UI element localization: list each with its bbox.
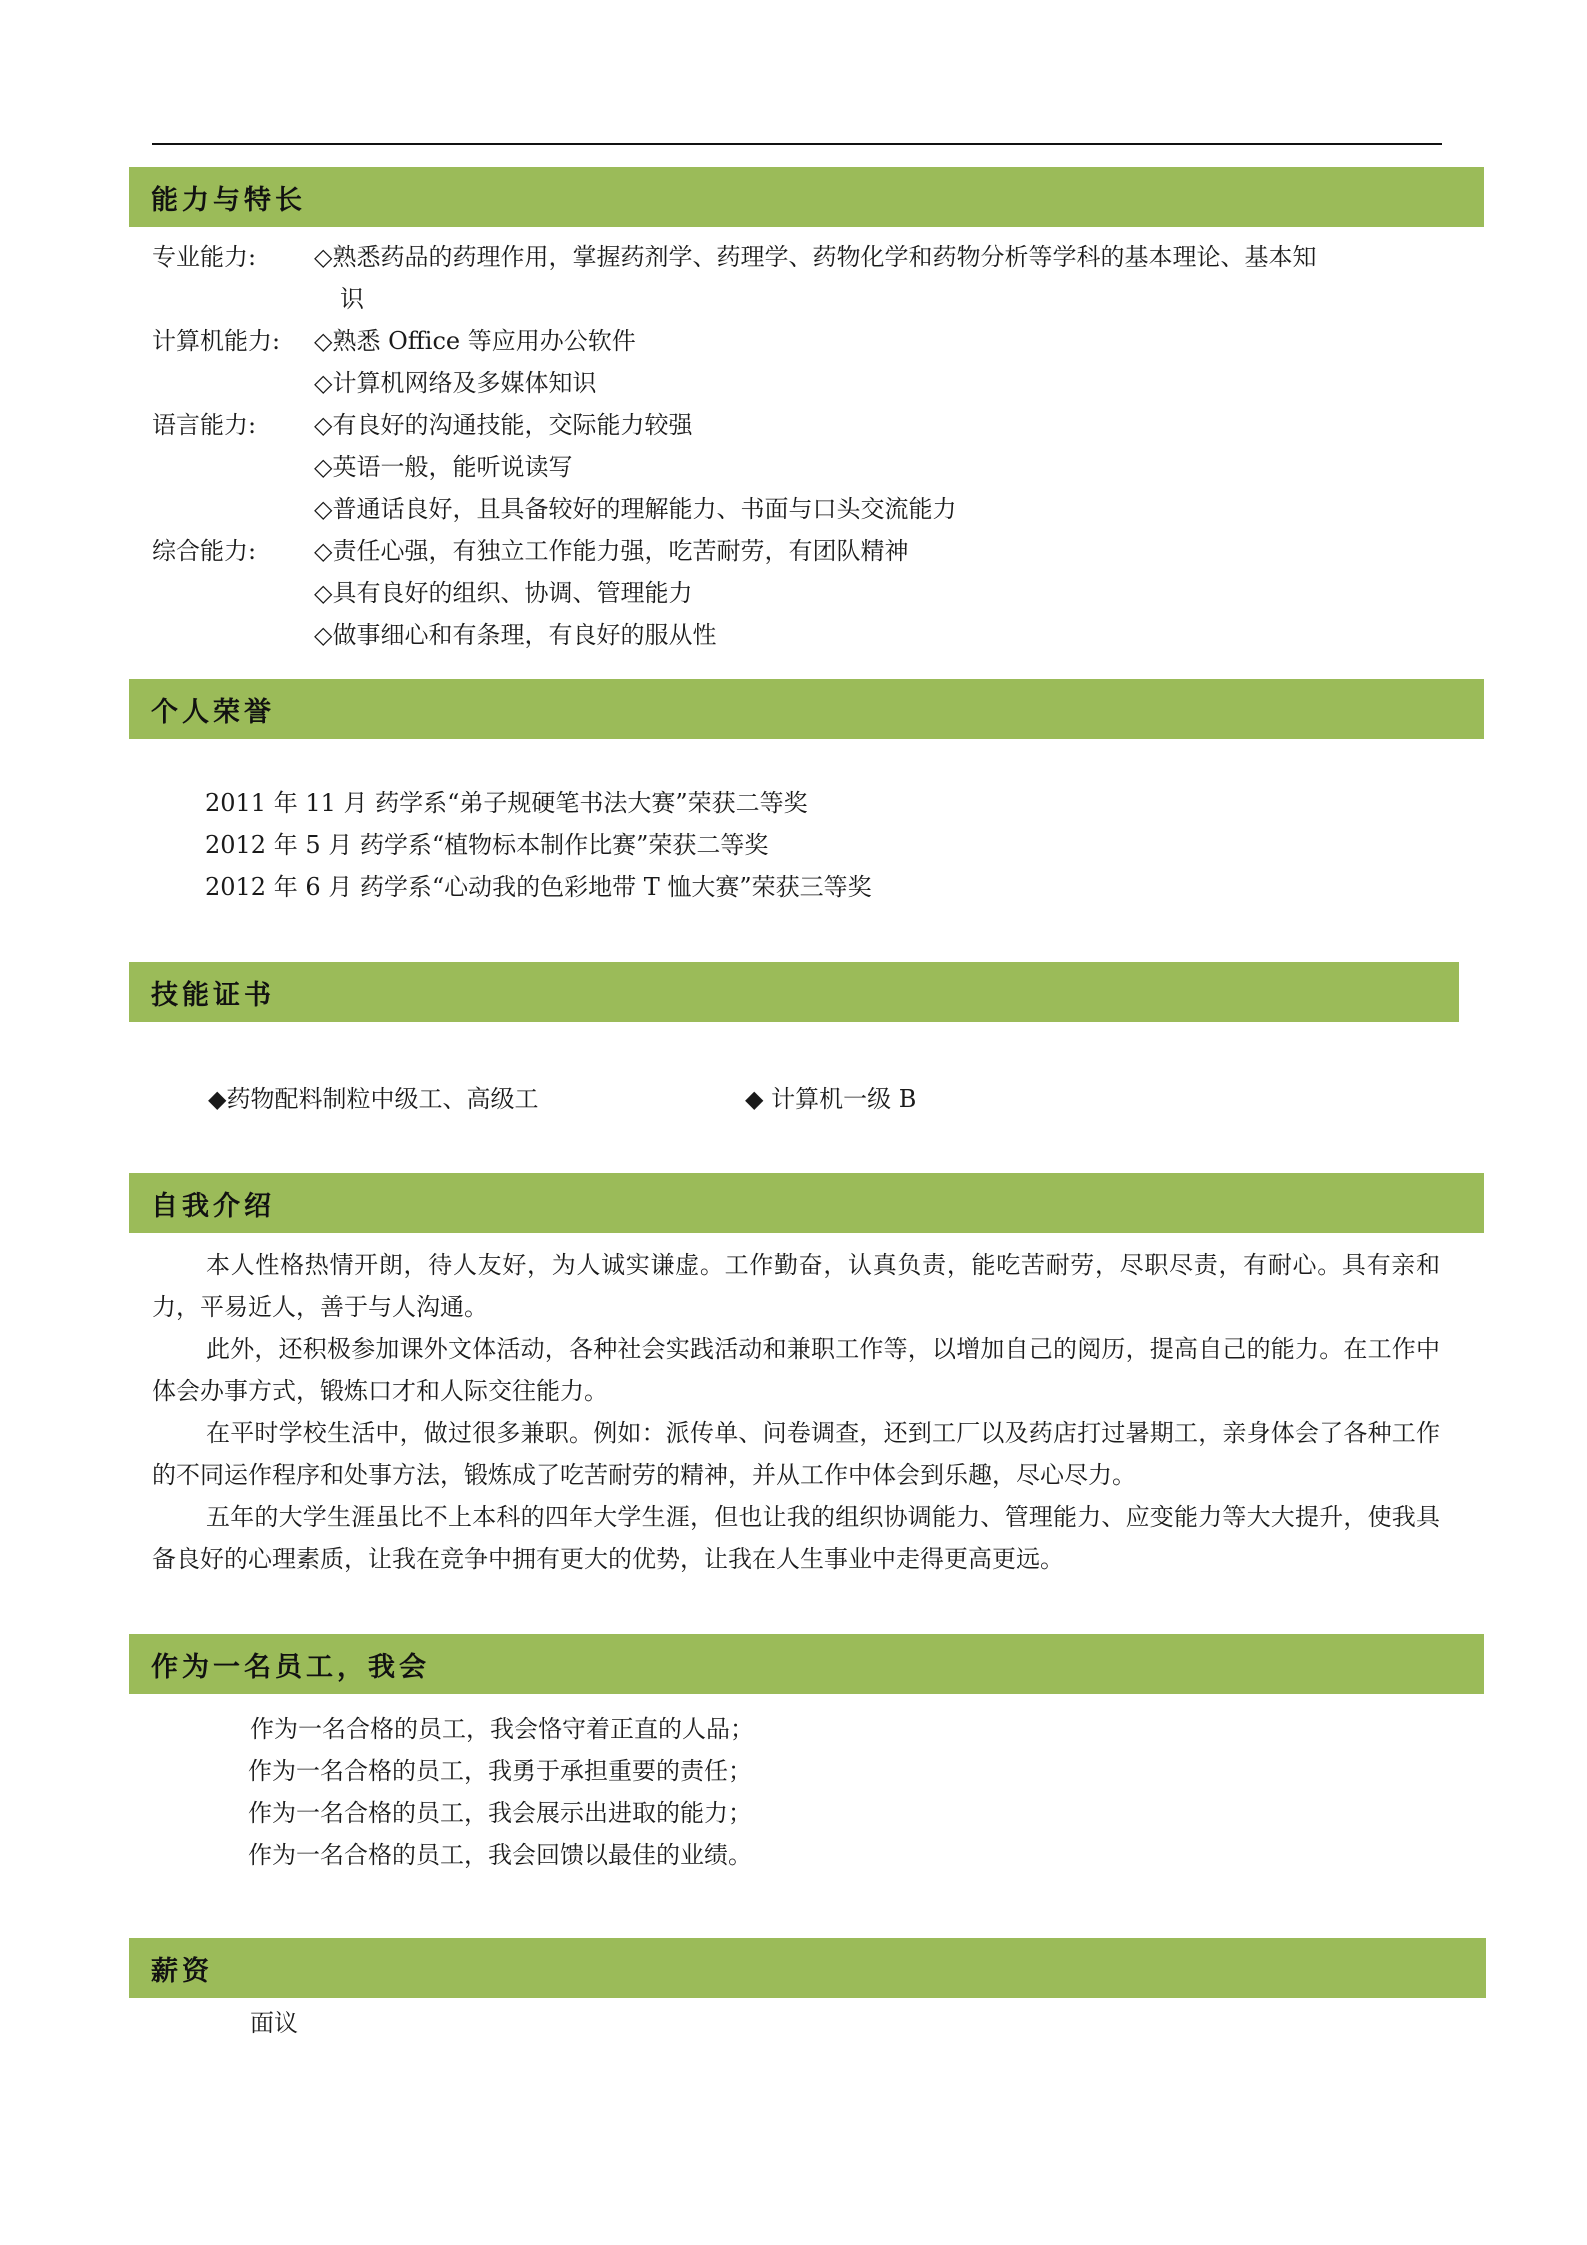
honor-item: 2012 年 5 月 药学系“植物标本制作比赛”荣获二等奖 [205, 831, 769, 859]
section-title: 技能证书 [151, 979, 275, 1011]
skill-label-language: 语言能力: [152, 411, 257, 439]
certificate-item: ◆药物配料制粒中级工、高级工 [208, 1085, 539, 1113]
section-header-salary [129, 1938, 1486, 1998]
section-header-certificates [129, 962, 1459, 1022]
section-title: 自我介绍 [151, 1190, 275, 1222]
commitment-item: 作为一名合格的员工，我会展示出进取的能力； [248, 1799, 752, 1827]
skill-item: ◇熟悉 Office 等应用办公软件 [314, 327, 636, 355]
skill-item: ◇责任心强，有独立工作能力强，吃苦耐劳，有团队精神 [314, 537, 909, 565]
skill-item: ◇有良好的沟通技能，交际能力较强 [314, 411, 693, 439]
intro-paragraph: 本人性格热情开朗，待人友好，为人诚实谦虚。工作勤奋，认真负责，能吃苦耐劳，尽职尽责，有耐心。具有亲和力，平易近人，善于与人沟通。 [152, 1251, 1440, 1321]
skill-label-computer: 计算机能力: [152, 327, 281, 355]
skill-item: ◇做事细心和有条理，有良好的服从性 [314, 621, 717, 649]
skill-label-general: 综合能力: [152, 537, 257, 565]
section-title: 能力与特长 [151, 184, 306, 216]
skill-item: ◇普通话良好，且具备较好的理解能力、书面与口头交流能力 [314, 495, 957, 523]
honor-item: 2012 年 6 月 药学系“心动我的色彩地带 T 恤大赛”荣获三等奖 [205, 873, 872, 901]
honor-item: 2011 年 11 月 药学系“弟子规硬笔书法大赛”荣获二等奖 [205, 789, 808, 817]
certificate-item: ◆ 计算机一级 B [745, 1085, 917, 1113]
skill-item-continuation: 识 [340, 285, 364, 313]
skill-item: ◇熟悉药品的药理作用，掌握药剂学、药理学、药物化学和药物分析等学科的基本理论、基本知 [314, 243, 1317, 271]
commitment-item: 作为一名合格的员工，我会回馈以最佳的业绩。 [248, 1841, 752, 1869]
section-title: 薪资 [151, 1955, 213, 1987]
top-divider [152, 143, 1442, 145]
skill-label-professional: 专业能力: [152, 243, 257, 271]
skill-item: ◇计算机网络及多媒体知识 [314, 369, 597, 397]
skill-item: ◇具有良好的组织、协调、管理能力 [314, 579, 693, 607]
salary-value: 面议 [250, 2009, 298, 2037]
commitment-item: 作为一名合格的员工，我勇于承担重要的责任； [248, 1757, 752, 1785]
skill-item: ◇英语一般，能听说读写 [314, 453, 573, 481]
intro-paragraph: 此外，还积极参加课外文体活动，各种社会实践活动和兼职工作等，以增加自己的阅历，提高自己的能力。在工作中体会办事方式，锻炼口才和人际交往能力。 [152, 1335, 1440, 1405]
section-header-employee [129, 1634, 1484, 1694]
section-title: 个人荣誉 [151, 696, 275, 728]
section-title: 作为一名员工，我会 [151, 1651, 430, 1683]
intro-paragraph: 在平时学校生活中，做过很多兼职。例如：派传单、问卷调查，还到工厂以及药店打过暑期工，亲身体会了各种工作的不同运作程序和处事方法，锻炼成了吃苦耐劳的精神，并从工作中体会到乐趣，尽心尽力。 [152, 1419, 1440, 1489]
intro-paragraph: 五年的大学生涯虽比不上本科的四年大学生涯，但也让我的组织协调能力、管理能力、应变能力等大大提升，使我具备良好的心理素质，让我在竞争中拥有更大的优势，让我在人生事业中走得更高更远。 [152, 1503, 1440, 1573]
section-header-skills [129, 167, 1484, 227]
section-header-intro [129, 1173, 1484, 1233]
section-header-honors [129, 679, 1484, 739]
commitment-item: 作为一名合格的员工，我会恪守着正直的人品； [250, 1715, 754, 1743]
